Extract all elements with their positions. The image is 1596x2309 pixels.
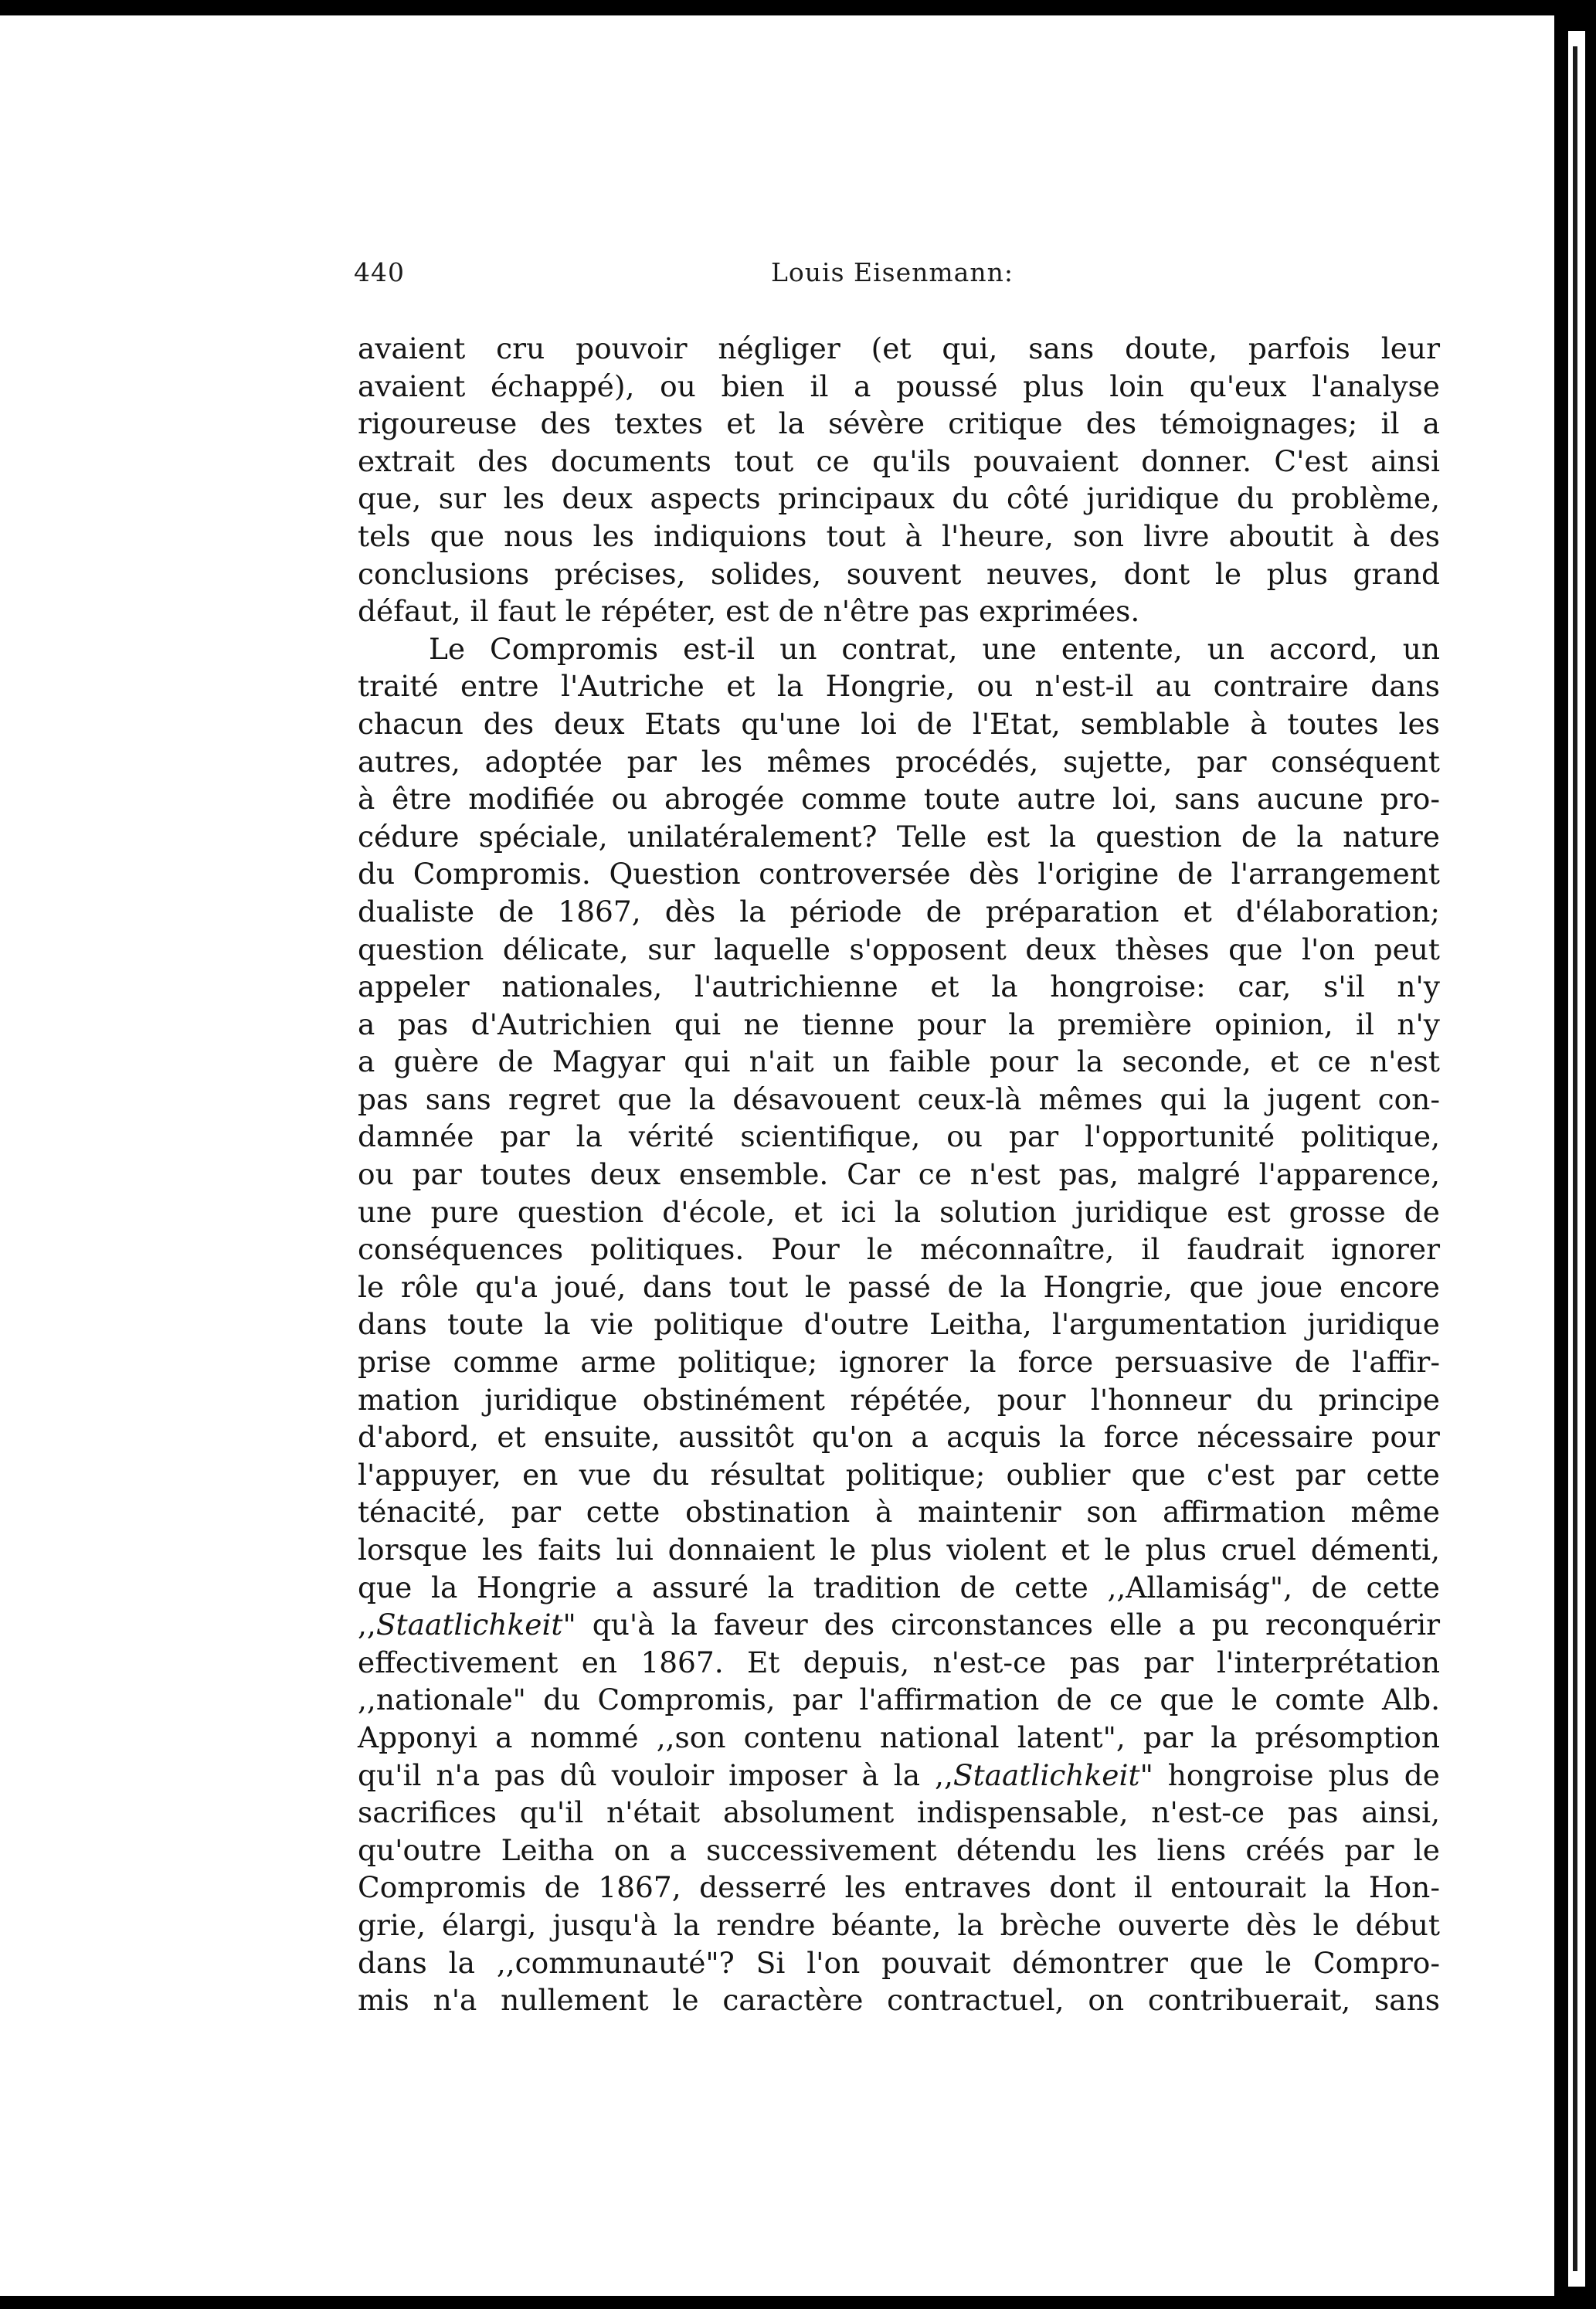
text-line: cédure spéciale, unilatéralement? Telle est la question de la nature bbox=[358, 819, 1440, 854]
text-line: damnée par la vérité scientifique, ou par l'opportunité politique, bbox=[358, 1119, 1440, 1154]
running-head bbox=[354, 251, 1435, 297]
text-line: Apponyi a nommé ,,son contenu national latent", par la présomption bbox=[358, 1720, 1440, 1754]
text-line: rigoureuse des textes et la sévère critique des témoignages; il a bbox=[358, 406, 1440, 441]
text-line: dans toute la vie politique d'outre Leitha, l'argumentation juridique bbox=[358, 1307, 1440, 1342]
text-line: dualiste de 1867, dès la période de préparation et d'élaboration; bbox=[358, 894, 1440, 929]
text-line: ,,nationale" du Compromis, par l'affirmation de ce que le comte Alb. bbox=[358, 1683, 1440, 1717]
text-line: Compromis de 1867, desserré les entraves dont il entourait la Hon- bbox=[358, 1870, 1440, 1905]
text-line: effectivement en 1867. Et depuis, n'est-ce pas par l'interprétation bbox=[358, 1645, 1440, 1679]
text-line: sacrifices qu'il n'était absolument indispensable, n'est-ce pas ainsi, bbox=[358, 1795, 1440, 1830]
text-line: ,,Staatlichkeit" qu'à la faveur des circonstances elle a pu reconquérir bbox=[358, 1608, 1440, 1642]
binding-shadow bbox=[1573, 46, 1577, 2271]
text-line: défaut, il faut le répéter, est de n'être pas exprimées. bbox=[358, 594, 1140, 629]
text-line: dans la ,,communauté"? Si l'on pouvait démontrer que le Compro- bbox=[358, 1945, 1440, 1980]
text-line: appeler nationales, l'autrichienne et la hongroise: car, s'il n'y bbox=[358, 969, 1440, 1004]
text-line: mation juridique obstinément répétée, pour l'honneur du principe bbox=[358, 1382, 1440, 1417]
text-line: à être modifiée ou abrogée comme toute autre loi, sans aucune pro- bbox=[358, 782, 1440, 817]
text-line: ténacité, par cette obstination à maintenir son affirmation même bbox=[358, 1495, 1440, 1530]
text-line: pas sans regret que la désavouent ceux-là mêmes qui la jugent con- bbox=[358, 1081, 1440, 1116]
text-line: avaient échappé), ou bien il a poussé plus loin qu'eux l'analyse bbox=[358, 368, 1440, 403]
text-line: que, sur les deux aspects principaux du côté juridique du problème, bbox=[358, 481, 1440, 516]
text-line: du Compromis. Question controversée dès l'origine de l'arrangement bbox=[358, 857, 1440, 891]
text-line: d'abord, et ensuite, aussitôt qu'on a acquis la force nécessaire pour bbox=[358, 1420, 1440, 1455]
text-line: qu'outre Leitha on a successivement détendu les liens créés par le bbox=[358, 1832, 1440, 1867]
text-line: qu'il n'a pas dû vouloir imposer à la ,,Staatlichkeit" hongroise plus de bbox=[358, 1757, 1440, 1792]
text-line: mis n'a nullement le caractère contractuel, on contribuerait, sans bbox=[358, 1983, 1440, 2018]
text-line: ou par toutes deux ensemble. Car ce n'est pas, malgré l'apparence, bbox=[358, 1157, 1440, 1192]
text-line: a guère de Magyar qui n'ait un faible pour la seconde, et ce n'est bbox=[358, 1044, 1440, 1079]
text-line: prise comme arme politique; ignorer la force persuasive de l'affir- bbox=[358, 1345, 1440, 1380]
text-line: le rôle qu'a joué, dans tout le passé de la Hongrie, que joue encore bbox=[358, 1269, 1440, 1304]
text-line: lorsque les faits lui donnaient le plus violent et le plus cruel démenti, bbox=[358, 1533, 1440, 1567]
text-line: Le Compromis est-il un contrat, une entente, un accord, un bbox=[429, 631, 1440, 666]
text-line: grie, élargi, jusqu'à la rendre béante, la brèche ouverte dès le début bbox=[358, 1907, 1440, 1942]
text-line: avaient cru pouvoir négliger (et qui, sans doute, parfois leur bbox=[358, 331, 1440, 365]
running-head-author: Louis Eisenmann: bbox=[771, 257, 1014, 287]
text-line: autres, adoptée par les mêmes procédés, sujette, par conséquent bbox=[358, 744, 1440, 779]
text-line: extrait des documents tout ce qu'ils pouvaient donner. C'est ainsi bbox=[358, 443, 1440, 478]
text-line: question délicate, sur laquelle s'opposent deux thèses que l'on peut bbox=[358, 932, 1440, 966]
text-line: a pas d'Autrichien qui ne tienne pour la première opinion, il n'y bbox=[358, 1007, 1440, 1041]
text-line: chacun des deux Etats qu'une loi de l'Etat, semblable à toutes les bbox=[358, 706, 1440, 741]
paragraph bbox=[358, 330, 1440, 630]
paragraph bbox=[358, 630, 1440, 2019]
text-line: tels que nous les indiquions tout à l'heure, son livre aboutit à des bbox=[358, 518, 1440, 553]
text-line: traité entre l'Autriche et la Hongrie, ou n'est-il au contraire dans bbox=[358, 669, 1440, 704]
text-line: l'appuyer, en vue du résultat politique; oublier que c'est par cette bbox=[358, 1457, 1440, 1492]
text-line: conclusions précises, solides, souvent neuves, dont le plus grand bbox=[358, 556, 1440, 591]
body-text bbox=[358, 330, 1440, 2019]
text-line: conséquences politiques. Pour le méconnaître, il faudrait ignorer bbox=[358, 1232, 1440, 1267]
page-number: 440 bbox=[354, 257, 405, 287]
text-line: que la Hongrie a assuré la tradition de cette ,,Allamiság", de cette bbox=[358, 1570, 1440, 1604]
text-line: une pure question d'école, et ici la solution juridique est grosse de bbox=[358, 1194, 1440, 1229]
